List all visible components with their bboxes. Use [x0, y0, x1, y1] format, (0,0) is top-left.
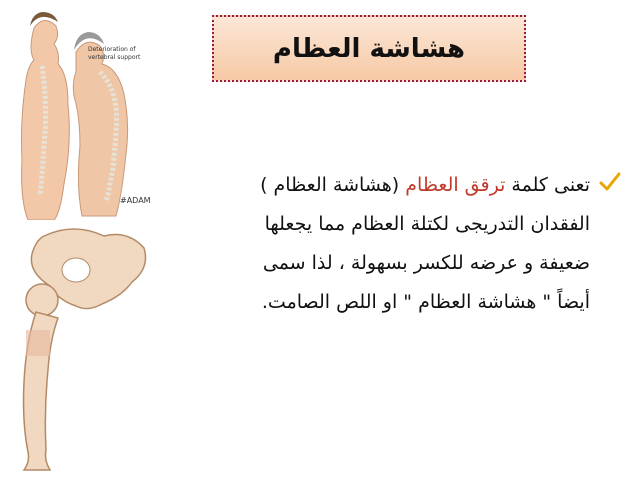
slide-title: هشاشة العظام [272, 33, 466, 64]
body-text-part2: (هشاشة العظام ) [260, 174, 406, 196]
body-text-part1: تعنى كلمة [505, 174, 590, 196]
highlighted-term: ترقق العظام [405, 174, 506, 196]
body-line-4: أيضاً " هشاشة العظام " او اللص الصامت. [261, 291, 590, 313]
spine-deterioration-image [4, 8, 159, 220]
slide-title-box [212, 15, 526, 82]
slide-body-text [166, 166, 590, 322]
spine-image-caption: Deterioration of vertebral support [88, 46, 141, 61]
adam-watermark: #ADAM [120, 196, 151, 205]
body-line-2: الفقدان التدريجى لكتلة العظام مما يجعلها [264, 213, 590, 235]
pelvis-femur-image [4, 222, 154, 472]
body-line-3: ضعيفة و عرضه للكسر بسهولة ، لذا سمى [262, 252, 590, 274]
body-line-1 [166, 166, 590, 205]
checkmark-icon [598, 170, 622, 194]
